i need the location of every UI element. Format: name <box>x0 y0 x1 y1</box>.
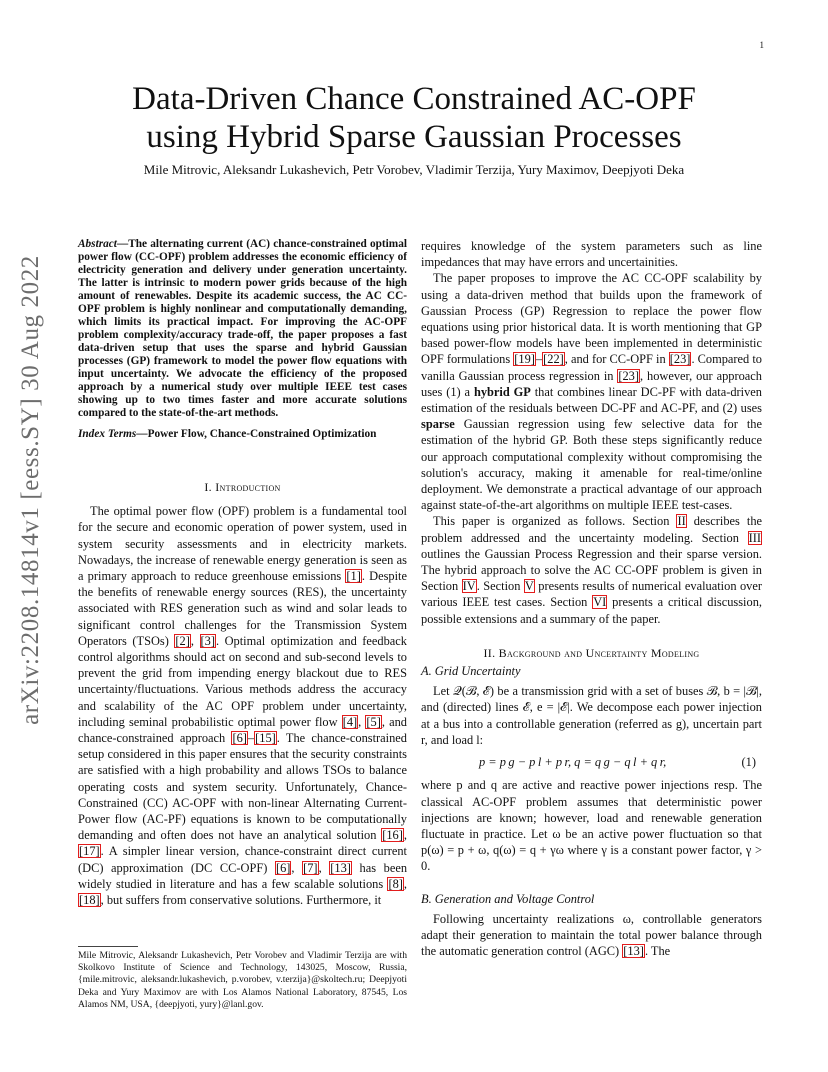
citation-link[interactable]: [15] <box>255 731 276 746</box>
citation-link[interactable]: [1] <box>346 569 361 584</box>
citation-link[interactable]: [23] <box>618 368 640 383</box>
index-terms-text: —Power Flow, Chance-Constrained Optimization <box>136 428 377 440</box>
intro-paragraph: The optimal power flow (OPF) problem is a fundamental tool for the secure and economic operation of power system, used in system security assessments and in electricity markets. Nowadays, the increase of renewable energy generation is seen as a primary approach to reduce greenhouse emissions [1]. Despite the benefits of renewable energy sources (RES), the uncertainty associated with RES generation such as wind and solar leads to significant control challenges for the Transmission System Operators (TSOs) [2], [3]. Optimal optimization and feedback control algorithms should act on second and sub-second levels to prevent the grid from impending energy blackout due to RES uncertainty/fluctuations. Various methods address the accuracy and scalability of the AC OPF problem under uncertainty, including seminal probabilistic optimal power flow [4], [5], and chance-constrained approach [6]–[15]. The chance-constrained setup considered in this paper ensures that the security constraints are satisfied with a high probability and allows TSOs to balance operating costs and system security. Unfortunately, Chance-Constrained (CC) AC-OPF with non-linear Alternating Current-Power flow (AC-PF) equations is known to be computationally demanding and often does not have an analytical solution [16], [17]. A simpler linear version, chance-constraint direct current (DC) approximation (DC CC-OPF) [6], [7], [13] has been widely studied in literature and has a few scalable solutions [8], [18], but suffers from conservative solutions. Furthermore, it <box>78 504 408 908</box>
citation-link[interactable]: [7] <box>303 860 318 875</box>
author-affiliation-footnote: Mile Mitrovic, Aleksandr Lukashevich, Petr Vorobev and Vladimir Terzija are with Skolkovo Institute of Science and Technology, 143025, Moscow, Russia, {mile.mitrovic, aleksandr.lukashevich, p.vorobev, v.terzija}@skoltech.ru; Deepjyoti Deka and Yury Maximov are with Los Alamos National Laboratory, 87545, Los Alamos NM, USA, {deepjyoti, yury}@lanl.gov. <box>78 950 407 1010</box>
citation-link[interactable]: [2] <box>175 633 190 648</box>
abstract <box>78 238 407 420</box>
citation-link[interactable]: [22] <box>543 352 564 367</box>
abstract-label: Abstract <box>78 238 117 250</box>
grid-uncertainty-paragraph: Let 𝒬(ℬ, ℰ) be a transmission grid with a set of buses ℬ, b = |ℬ|, and (directed) lines ℰ, e = |ℰ|. We decompose each power injection at a bus into a controllable generation (referred as g), uncertain part r, and load l: <box>421 684 762 747</box>
page-number: 1 <box>759 40 764 50</box>
citation-link[interactable]: [18] <box>79 893 100 908</box>
equation-1 <box>421 754 762 770</box>
index-terms <box>78 428 407 441</box>
citation-link[interactable]: [6] <box>275 860 291 875</box>
title-line-1: Data-Driven Chance Constrained AC-OPF <box>132 81 696 117</box>
citation-link[interactable]: [4] <box>342 714 358 729</box>
index-terms-label: Index Terms <box>78 428 137 440</box>
title-line-2: using Hybrid Sparse Gaussian Processes <box>146 119 682 155</box>
footnote-divider <box>78 946 138 947</box>
paper-title <box>60 80 768 156</box>
equation-body: p = p g − p l + p r, q = q g − q l + q r, <box>479 755 667 770</box>
organization-paragraph: This paper is organized as follows. Section II describes the problem addressed and the uncertainty modeling. Section III outlines the Gaussian Process Regression and their sparse version. The hybrid approach to solve the AC CC-OPF problem is given in Section IV. Section V presents results of numerical evaluation over various IEEE test cases. Section VI presents a critical discussion, possible extensions and a summary of the paper. <box>421 514 763 626</box>
citation-link[interactable]: [19] <box>514 352 535 367</box>
generation-control-paragraph: Following uncertainty realizations ω, controllable generators adapt their generation to maintain the total power balance through the automatic generation control (AGC) [13]. The <box>421 911 762 959</box>
arxiv-sidebar <box>16 255 46 725</box>
equation-explanation-paragraph: where p and q are active and reactive power injections resp. The classical AC-OPF problem assumes that deterministic power injections are known; however, load and renewable generation fluctuate in practice. Let ω be an active power fluctuation so that p(ω) = p + ω, q(ω) = q + γω where γ is a constant power factor, γ > 0. <box>421 778 762 874</box>
citation-link[interactable]: [3] <box>200 633 215 648</box>
equation-number: (1) <box>741 755 756 770</box>
subsection-heading-generation-control: B. Generation and Voltage Control <box>421 891 595 906</box>
citation-link[interactable]: [16] <box>382 828 403 843</box>
citation-link[interactable]: [13] <box>330 860 351 875</box>
citation-link[interactable]: [8] <box>388 876 403 891</box>
section-link[interactable]: III <box>748 530 761 545</box>
section-link[interactable]: IV <box>462 579 476 594</box>
section-link[interactable]: II <box>677 514 686 529</box>
citation-link[interactable]: [17] <box>79 844 100 859</box>
citation-link[interactable]: [5] <box>366 714 381 729</box>
section-link[interactable]: VI <box>593 595 607 610</box>
paragraph-continued: requires knowledge of the system parameters such as line impedances that may have errors and uncertainities. <box>421 239 762 270</box>
citation-link[interactable]: [13] <box>623 944 644 959</box>
right-column <box>421 238 762 959</box>
section-heading-introduction: I. Introduction <box>204 480 281 494</box>
section-link[interactable]: V <box>524 579 534 594</box>
author-list: Mile Mitrovic, Aleksandr Lukashevich, Petr Vorobev, Vladimir Terzija, Yury Maximov, Deepjyoti Deka <box>143 162 685 177</box>
contribution-paragraph: The paper proposes to improve the AC CC-OPF scalability by using a data-driven method that builds upon the framework of Gaussian Process (GP) Regression to replace the power flow equations using prior historical data. It is worth mentioning that GP based power-flow models have been implemented in deterministic OPF formulations [19]–[22], and for CC-OPF in [23]. Compared to vanilla Gaussian process regression in [23], however, our approach uses (1) a hybrid GP that combines linear DC-PF with data-driven estimation of the residuals between DC-PF and AC-PF, and (2) uses sparse Gaussian regression using few selective data for the estimation of the hybrid GP. Both these steps significantly reduce our approach computational complexity without compromising the solution's accuracy, making it amenable for real-time/online deployment. We demonstrate a practical advantage of our approach against state-of-the-art algorithms on multiple IEEE test-cases. <box>421 271 762 513</box>
citation-link[interactable]: [6] <box>232 731 247 746</box>
subsection-heading-grid-uncertainty: A. Grid Uncertainty <box>421 664 521 679</box>
left-column <box>78 238 407 908</box>
section-heading-background: II. Background and Uncertainty Modeling <box>483 645 700 660</box>
arxiv-identifier: arXiv:2208.14814v1 [eess.SY] 30 Aug 2022 <box>17 255 44 725</box>
citation-link[interactable]: [23] <box>669 352 691 367</box>
abstract-text: —The alternating current (AC) chance-constrained optimal power flow (CC-OPF) problem addresses the economic efficiency of electricity generation and delivery under generation uncertainty. The latter is intrinsic to modern power grids because of the high amount of renewables. Despite its academic success, the AC CC-OPF problem is highly nonlinear and computationally demanding, which limits its practical impact. For improving the AC-OPF problem complexity/accuracy trade-off, the paper proposes a fast data-driven setup that uses the sparse and hybrid Gaussian processes (GP) framework to model the power flow equations with input uncertainty. We advocate the efficiency of the proposed approach by a numerical study over multiple IEEE test cases showing up to two times faster and more accurate solutions compared to the state-of-the-art methods. <box>78 238 407 419</box>
